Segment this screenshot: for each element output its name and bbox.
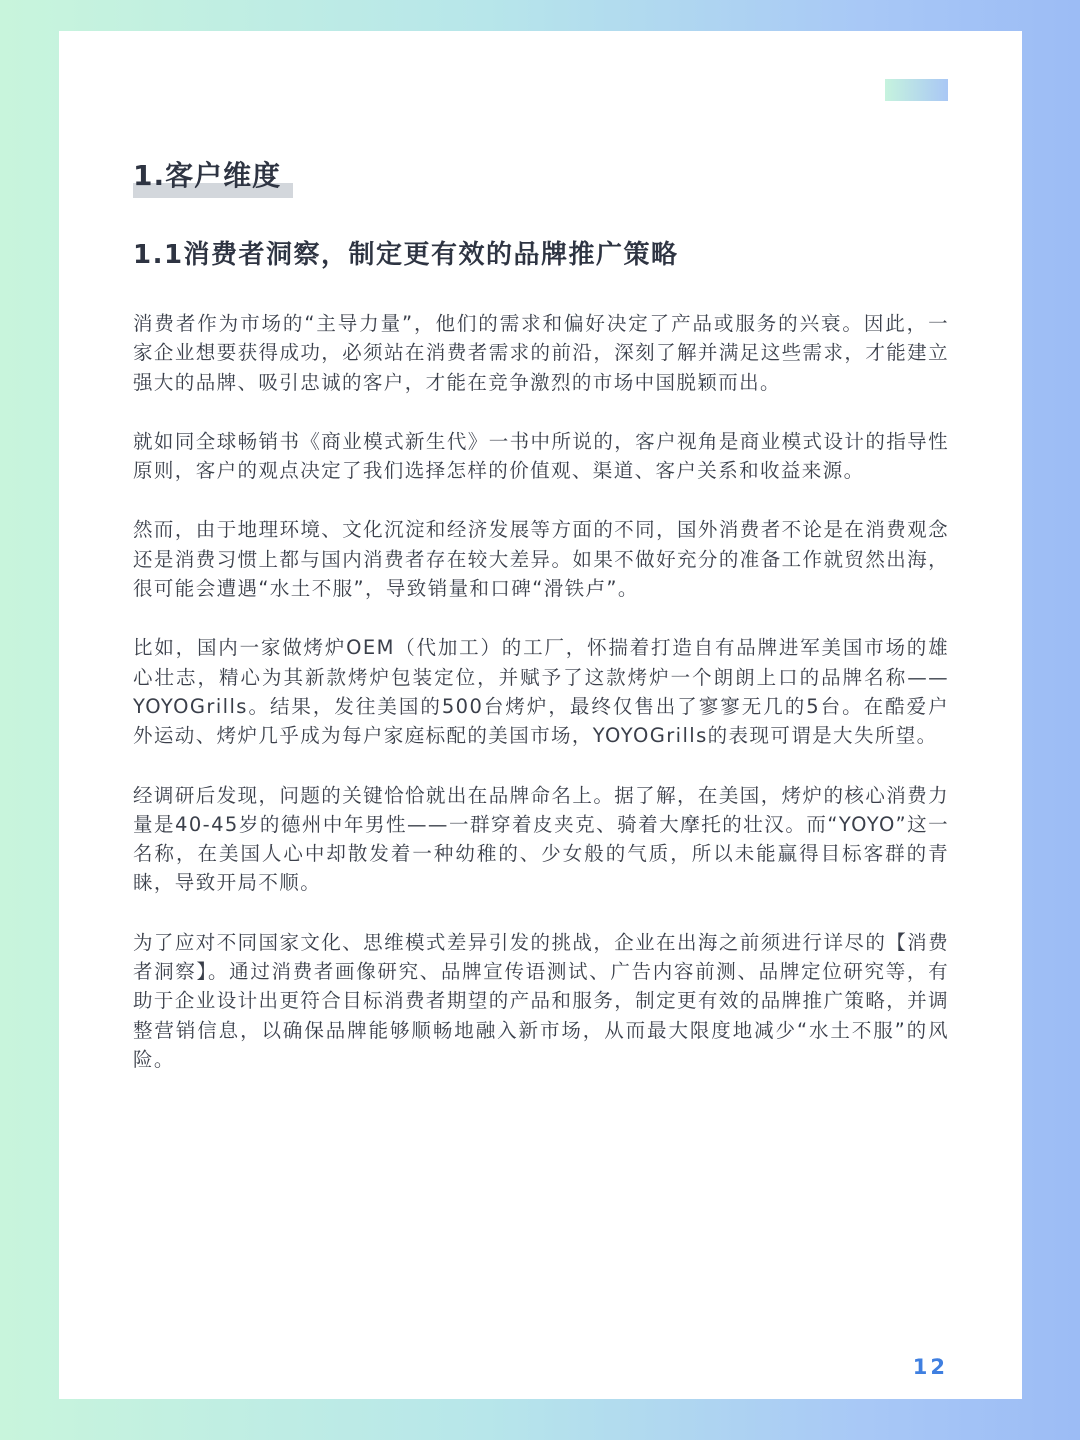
paragraph: 然而，由于地理环境、文化沉淀和经济发展等方面的不同，国外消费者不论是在消费观念还是消费习惯上都与国内消费者存在较大差异。如果不做好充分的准备工作就贸然出海，很可能会遭遇“水土不服”，导致销量和口碑“滑铁卢”。 bbox=[133, 518, 949, 601]
section-title: 1.客户维度 bbox=[133, 159, 282, 192]
section-header bbox=[133, 159, 281, 201]
paragraph: 比如，国内一家做烤炉OEM（代加工）的工厂，怀揣着打造自有品牌进军美国市场的雄心壮志，精心为其新款烤炉包装定位，并赋予了这款烤炉一个朗朗上口的品牌名称——YOYOGrills。结果，发往美国的500台烤炉，最终仅售出了寥寥无几的5台。在酷爱户外运动、烤炉几乎成为每户家庭标配的美国市场，YOYOGrills的表现可谓是大失所望。 bbox=[133, 636, 949, 748]
document-page bbox=[59, 31, 1022, 1399]
page-number: 12 bbox=[912, 1355, 948, 1379]
body-content bbox=[133, 309, 949, 1104]
paragraph: 就如同全球畅销书《商业模式新生代》一书中所说的，客户视角是商业模式设计的指导性原则，客户的观点决定了我们选择怎样的价值观、渠道、客户关系和收益来源。 bbox=[133, 429, 949, 483]
subsection-title: 1.1消费者洞察，制定更有效的品牌推广策略 bbox=[133, 240, 679, 270]
paragraph: 为了应对不同国家文化、思维模式差异引发的挑战，企业在出海之前须进行详尽的【消费者洞察】。通过消费者画像研究、品牌宣传语测试、广告内容前测、品牌定位研究等，有助于企业设计出更符合目标消费者期望的产品和服务，制定更有效的品牌推广策略，并调整营销信息，以确保品牌能够顺畅地融入新市场，从而最大限度地减少“水土不服”的风险。 bbox=[133, 930, 949, 1071]
corner-decoration bbox=[885, 79, 948, 101]
paragraph: 经调研后发现，问题的关键恰恰就出在品牌命名上。据了解，在美国，烤炉的核心消费力量是40-45岁的德州中年男性——一群穿着皮夹克、骑着大摩托的壮汉。而“YOYO”这一名称，在美国人心中却散发着一种幼稚的、少女般的气质，所以未能赢得目标客群的青睐，导致开局不顺。 bbox=[133, 783, 949, 895]
paragraph: 消费者作为市场的“主导力量”，他们的需求和偏好决定了产品或服务的兴衰。因此，一家企业想要获得成功，必须站在消费者需求的前沿，深刻了解并满足这些需求，才能建立强大的品牌、吸引忠诚的客户，才能在竞争激烈的市场中国脱颖而出。 bbox=[133, 312, 949, 394]
